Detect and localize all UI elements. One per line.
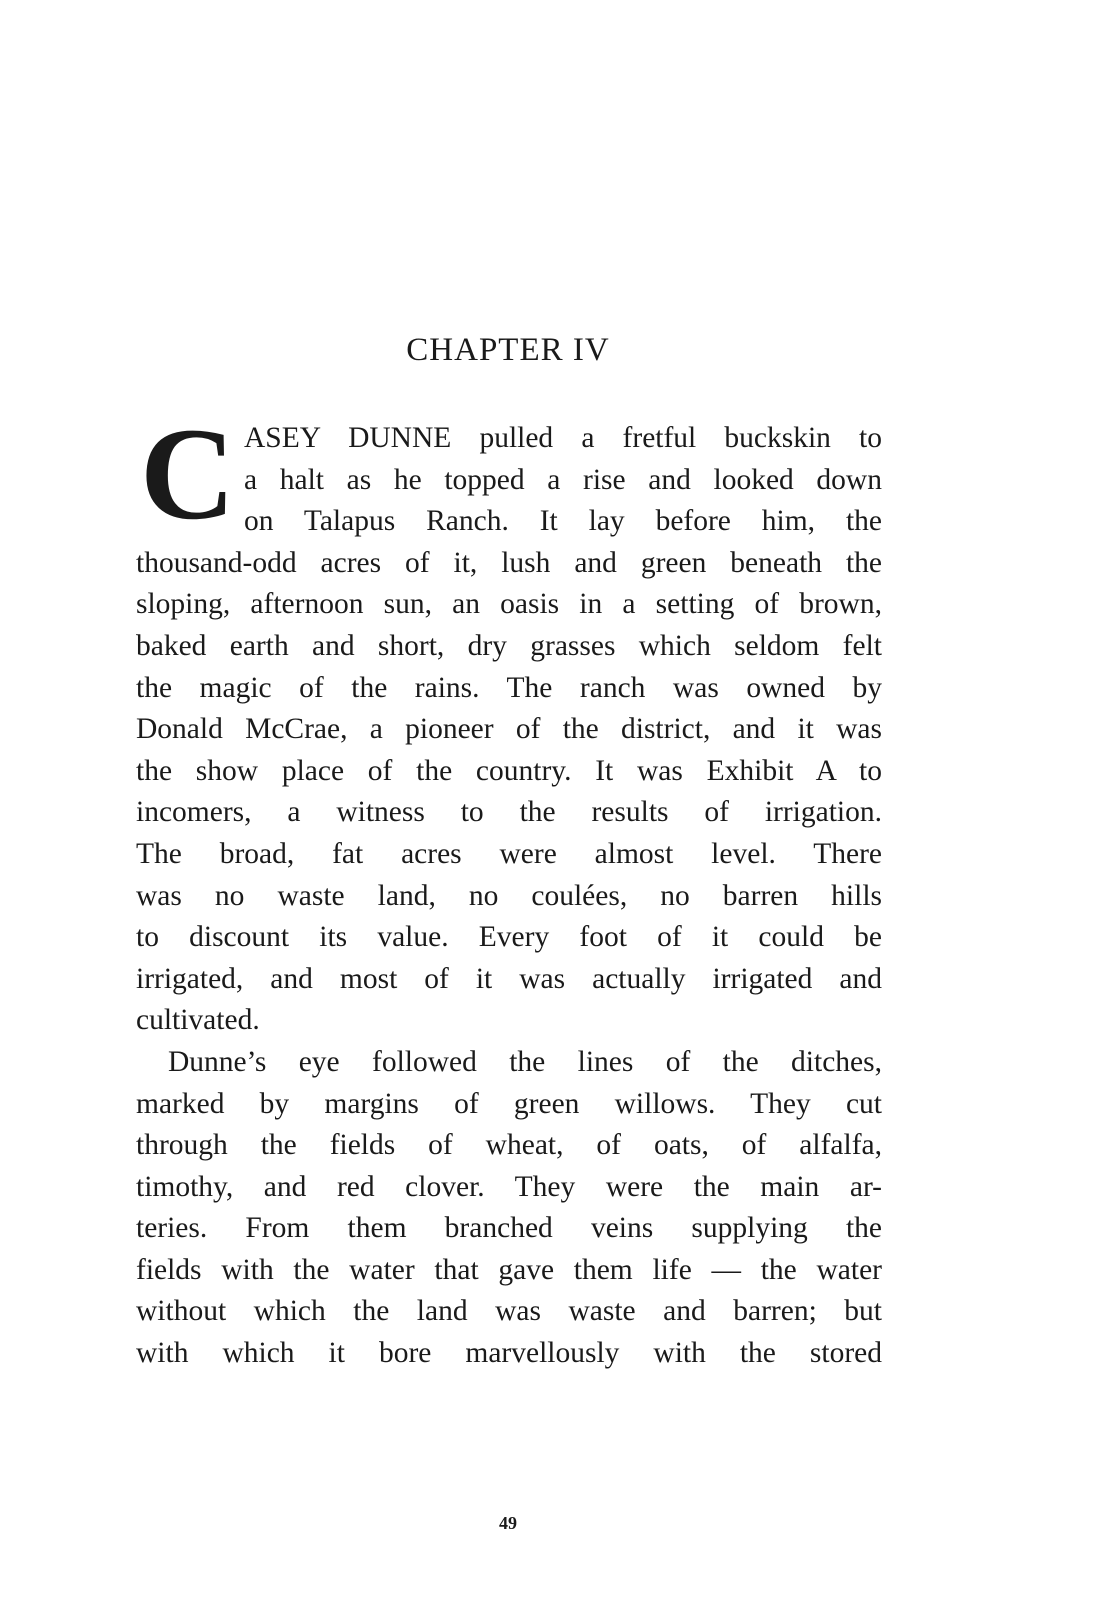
text-line: was no waste land, no coulées, no barren hills — [136, 879, 882, 912]
text-line: irrigated, and most of it was actually irrigated and — [136, 962, 882, 995]
text-line: sloping, afternoon sun, an oasis in a setting of brown, — [136, 588, 882, 621]
text-line: the magic of the rains. The ranch was owned by — [136, 671, 882, 704]
page-number: 49 — [499, 1513, 517, 1533]
text-line: fields with the water that gave them life — the water — [136, 1253, 882, 1286]
text-line: The broad, fat acres were almost level. There — [136, 837, 882, 870]
text-line: baked earth and short, dry grasses which seldom felt — [136, 629, 882, 662]
text-line: the show place of the country. It was Exhibit A to — [136, 754, 882, 787]
text-line: thousand-odd acres of it, lush and green beneath the — [136, 546, 882, 579]
text-line: on Talapus Ranch. It lay before him, the — [244, 505, 882, 538]
text-line: Donald McCrae, a pioneer of the district, and it was — [136, 713, 882, 746]
drop-cap: C — [140, 400, 236, 547]
text-line: ASEY DUNNE pulled a fretful buckskin to — [244, 422, 882, 454]
text-line: cultivated. — [136, 1004, 260, 1037]
chapter-title: CHAPTER IV — [406, 332, 610, 368]
text-line: incomers, a witness to the results of irrigation. — [136, 796, 882, 829]
body-text — [136, 400, 882, 1375]
paragraph-1 — [136, 400, 882, 1042]
text-line: with which it bore marvellously with the stored — [136, 1337, 882, 1370]
text-line: to discount its value. Every foot of it could be — [136, 921, 882, 954]
text-line: timothy, and red clover. They were the main ar- — [136, 1170, 882, 1203]
text-line: without which the land was waste and barren; but — [136, 1295, 882, 1328]
text-line: marked by margins of green willows. They cut — [136, 1087, 882, 1120]
text-line: Dunne’s eye followed the lines of the ditches, — [168, 1045, 882, 1078]
paragraph-2 — [136, 1042, 882, 1375]
text-line: a halt as he topped a rise and looked down — [244, 463, 882, 496]
text-line: teries. From them branched veins supplying the — [136, 1212, 882, 1245]
text-line: through the fields of wheat, of oats, of alfalfa, — [136, 1129, 882, 1162]
